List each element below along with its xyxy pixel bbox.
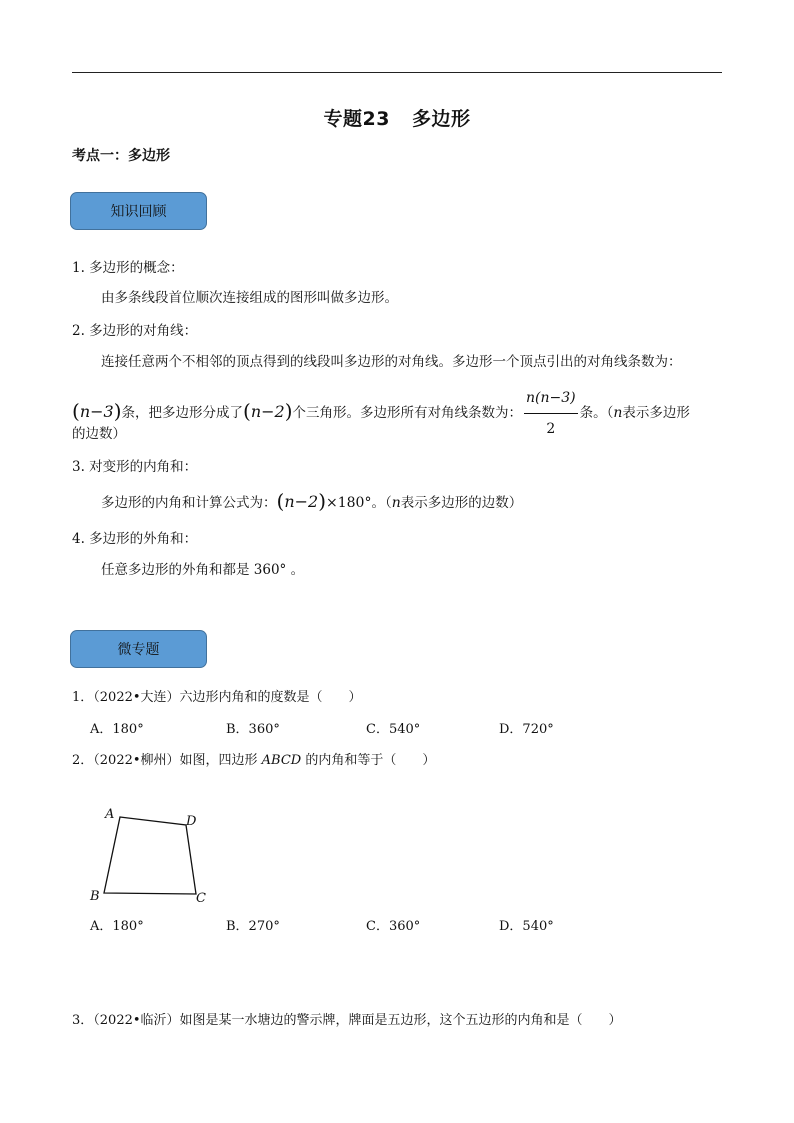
k4-body: 任意多边形的外角和都是 360° 。 <box>101 562 305 578</box>
header-rule <box>72 72 722 73</box>
k1-title: 1. 多边形的概念： <box>72 260 184 276</box>
question-1-option-d: D．720° <box>499 722 554 737</box>
title-topic-name: 多边形 <box>411 108 471 130</box>
question-2-option-b: B．270° <box>226 919 280 934</box>
question-2-option-c: C．360° <box>366 919 421 934</box>
k1-body: 由多条线段首位顺次连接组成的图形叫做多边形。 <box>101 290 398 306</box>
vertex-label-c: C <box>196 891 206 906</box>
kaodian-heading: 考点一：多边形 <box>72 148 170 164</box>
k2-text-a: 条，把多边形分成了 <box>121 405 244 421</box>
k2-var-n: n <box>613 405 623 421</box>
k2-text-b: 个三角形。多边形所有对角线条数为： <box>292 405 523 421</box>
question-2-option-a: A．180° <box>90 919 144 934</box>
k3-times-180: ×180° <box>326 495 372 511</box>
vertex-label-d: D <box>186 814 197 829</box>
section-label-knowledge-review: 知识回顾 <box>70 192 207 230</box>
page-title <box>0 104 794 131</box>
question-1-option-a: A．180° <box>90 722 144 737</box>
k2-text-d: 表示多边形 <box>622 405 690 421</box>
k4-title: 4. 多边形的外角和： <box>72 531 198 547</box>
k2-body-line3: 的边数） <box>72 426 126 442</box>
k3-expression-n-minus-2: (n−2) <box>276 489 327 513</box>
k3-text-c: 表示多边形的边数） <box>400 495 523 511</box>
k2-body-line1: 连接任意两个不相邻的顶点得到的线段叫多边形的对角线。多边形一个顶点引出的对角线条数为： <box>101 354 682 370</box>
question-3-stem: 3．（2022•临沂）如图是某一水塘边的警示牌，牌面是五边形，这个五边形的内角和是（ ） <box>72 1013 622 1028</box>
k2-text-c: 条。（ <box>579 405 614 421</box>
k2-expression-n-minus-2: (n−2) <box>243 399 293 423</box>
k3-title: 3. 对变形的内角和： <box>72 459 198 475</box>
vertex-label-b: B <box>90 889 100 904</box>
title-topic-number: 专题23 <box>323 108 390 130</box>
vertex-label-a: A <box>105 807 115 822</box>
k3-body <box>101 487 522 515</box>
question-2-stem: 2．（2022•柳州）如图，四边形 ABCD 的内角和等于（ ） <box>72 753 436 768</box>
question-1-stem: 1．（2022•大连）六边形内角和的度数是（ ） <box>72 690 362 705</box>
section-label-micro-topic: 微专题 <box>70 630 207 668</box>
k3-var-n: n <box>391 495 401 511</box>
question-1-option-b: B．360° <box>226 722 280 737</box>
k2-expression-n-minus-3: (n−3) <box>72 399 122 423</box>
k2-diagonal-fraction: $\frac{n(n-3)}{2}$ <box>524 384 578 443</box>
question-2-var-abcd: ABCD <box>261 753 302 768</box>
question-2-option-d: D．540° <box>499 919 554 934</box>
quadrilateral-abcd-figure <box>86 800 216 910</box>
k2-title: 2. 多边形的对角线： <box>72 323 198 339</box>
quadrilateral-shape <box>104 817 196 894</box>
k3-text-b: 。（ <box>371 495 392 511</box>
question-1-option-c: C．540° <box>366 722 421 737</box>
k3-text-a: 多边形的内角和计算公式为： <box>101 495 277 511</box>
